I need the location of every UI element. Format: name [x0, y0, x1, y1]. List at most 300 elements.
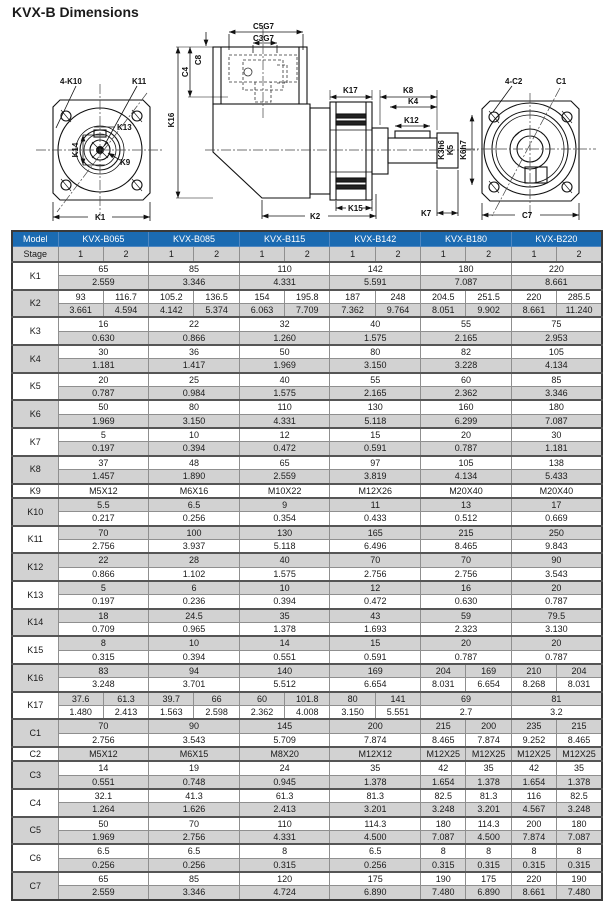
- table-row: [12, 553, 602, 567]
- dim-value-cell: 50: [58, 817, 149, 831]
- dim-value-cell: 35: [557, 761, 602, 775]
- dim-value-cell: 15: [330, 636, 421, 650]
- dim-value-cell: 154: [239, 290, 284, 304]
- dim-value-cell: 220: [511, 872, 556, 886]
- dim-value-cell: 80: [330, 345, 421, 359]
- dim-value-cell: 1.181: [58, 359, 149, 373]
- table-row: [12, 872, 602, 886]
- dim-value-cell: 235: [511, 719, 556, 733]
- dim-value-cell: 251.5: [466, 290, 511, 304]
- dimensions-table: [11, 230, 603, 901]
- dim-value-cell: 215: [557, 719, 602, 733]
- dim-value-cell: 204: [421, 664, 466, 678]
- dim-value-cell: 0.236: [149, 595, 240, 609]
- table-row: [12, 567, 602, 581]
- side-view-body: [213, 47, 458, 200]
- dim-value-cell: 0.394: [239, 595, 330, 609]
- table-row: [12, 609, 602, 623]
- dim-value-cell: 0.748: [149, 775, 240, 789]
- stage-header: 2: [466, 247, 511, 263]
- table-row: [12, 359, 602, 373]
- dim-value-cell: 0.433: [330, 512, 421, 526]
- dim-value-cell: 20: [58, 373, 149, 387]
- dim-value-cell: 120: [239, 872, 330, 886]
- dim-value-cell: 0.787: [421, 650, 512, 664]
- dim-value-cell: 83: [58, 664, 149, 678]
- dim-value-cell: 59: [421, 609, 512, 623]
- dim-value-cell: 43: [330, 609, 421, 623]
- dim-value-cell: 6: [149, 581, 240, 595]
- dim-value-cell: 70: [330, 553, 421, 567]
- dim-value-cell: 5.551: [375, 706, 420, 720]
- dim-value-cell: 10: [149, 428, 240, 442]
- dim-value-cell: 70: [149, 817, 240, 831]
- dim-value-cell: M12X25: [466, 747, 511, 761]
- dim-label-c8: C8: [194, 54, 203, 66]
- table-row: [12, 817, 602, 831]
- table-row: [12, 290, 602, 304]
- dim-value-cell: 20: [511, 636, 602, 650]
- dim-value-cell: 4.724: [239, 886, 330, 900]
- table-row: [12, 276, 602, 290]
- dim-value-cell: 5.591: [330, 276, 421, 290]
- dim-value-cell: 285.5: [557, 290, 602, 304]
- dim-value-cell: M5X12: [58, 747, 149, 761]
- dim-value-cell: 0.984: [149, 387, 240, 401]
- dim-value-cell: 61.3: [239, 789, 330, 803]
- dim-value-cell: 175: [330, 872, 421, 886]
- dim-value-cell: 40: [239, 553, 330, 567]
- dim-value-cell: 6.654: [330, 678, 421, 692]
- dim-value-cell: 4.567: [511, 803, 556, 817]
- dim-value-cell: 105.2: [149, 290, 194, 304]
- row-label: K7: [12, 428, 58, 456]
- dim-value-cell: 32: [239, 317, 330, 331]
- dim-value-cell: 2.165: [330, 387, 421, 401]
- dim-value-cell: 140: [239, 664, 330, 678]
- dim-value-cell: 5: [58, 581, 149, 595]
- dim-value-cell: 60: [239, 692, 284, 706]
- row-label: K9: [12, 484, 58, 498]
- dim-value-cell: 80: [149, 400, 240, 414]
- dim-value-cell: 5.374: [194, 304, 239, 318]
- dim-value-cell: 15: [330, 428, 421, 442]
- table-row: [12, 775, 602, 789]
- dim-value-cell: 35: [466, 761, 511, 775]
- dim-value-cell: 7.874: [330, 733, 421, 747]
- row-label: K1: [12, 262, 58, 290]
- dim-label-c7: C7: [522, 211, 533, 220]
- dim-value-cell: 114.3: [330, 817, 421, 831]
- dim-value-cell: M6X15: [149, 747, 240, 761]
- dim-value-cell: 16: [421, 581, 512, 595]
- dim-value-cell: 8: [466, 844, 511, 858]
- datasheet-page: [0, 4, 615, 898]
- dim-value-cell: 85: [511, 373, 602, 387]
- dim-value-cell: 0.787: [58, 387, 149, 401]
- dim-value-cell: 1.378: [466, 775, 511, 789]
- side-view-centerlines: [205, 28, 478, 150]
- dim-value-cell: 30: [511, 428, 602, 442]
- row-label: K12: [12, 553, 58, 581]
- dim-value-cell: 3.661: [58, 304, 103, 318]
- dim-value-cell: 0.472: [330, 595, 421, 609]
- dim-value-cell: 187: [330, 290, 375, 304]
- dim-value-cell: 8: [239, 844, 330, 858]
- dim-value-cell: 70: [58, 526, 149, 540]
- dim-value-cell: 1.969: [58, 831, 149, 845]
- dim-label-k17: K17: [343, 86, 358, 95]
- dim-value-cell: M20X40: [511, 484, 602, 498]
- dim-value-cell: 93: [58, 290, 103, 304]
- row-label: C2: [12, 747, 58, 761]
- dim-value-cell: 220: [511, 262, 602, 276]
- dim-value-cell: 9.252: [511, 733, 556, 747]
- table-row: [12, 498, 602, 512]
- dim-value-cell: 24.5: [149, 609, 240, 623]
- dim-value-cell: 6.063: [239, 304, 284, 318]
- dim-value-cell: 204.5: [421, 290, 466, 304]
- dim-value-cell: 2.7: [421, 706, 512, 720]
- dim-value-cell: 160: [421, 400, 512, 414]
- table-row: [12, 886, 602, 900]
- dim-label-k12: K12: [404, 116, 419, 125]
- table-row: [12, 304, 602, 318]
- dim-value-cell: 130: [330, 400, 421, 414]
- dim-value-cell: M12X12: [330, 747, 421, 761]
- dim-value-cell: 6.654: [466, 678, 511, 692]
- dim-value-cell: M10X22: [239, 484, 330, 498]
- dim-value-cell: 90: [511, 553, 602, 567]
- dim-value-cell: 1.575: [239, 387, 330, 401]
- dim-value-cell: 169: [330, 664, 421, 678]
- stage-header: 2: [375, 247, 420, 263]
- dim-value-cell: 116.7: [103, 290, 148, 304]
- dim-value-cell: 40: [330, 317, 421, 331]
- dim-value-cell: 2.756: [421, 567, 512, 581]
- dim-value-cell: 2.756: [58, 733, 149, 747]
- dim-value-cell: 116: [511, 789, 556, 803]
- dim-value-cell: 1.654: [511, 775, 556, 789]
- dim-value-cell: 0.551: [239, 650, 330, 664]
- dim-value-cell: 97: [330, 456, 421, 470]
- dim-value-cell: 142: [330, 262, 421, 276]
- table-row: [12, 678, 602, 692]
- dim-value-cell: 1.890: [149, 470, 240, 484]
- table-row: [12, 581, 602, 595]
- dim-value-cell: 20: [511, 581, 602, 595]
- stage-header: 2: [557, 247, 602, 263]
- dim-value-cell: 215: [421, 719, 466, 733]
- dim-value-cell: 1.457: [58, 470, 149, 484]
- dim-value-cell: 18: [58, 609, 149, 623]
- dim-value-cell: 9.764: [375, 304, 420, 318]
- dim-value-cell: 70: [421, 553, 512, 567]
- row-label: K11: [12, 526, 58, 554]
- table-row: [12, 539, 602, 553]
- dim-value-cell: 2.756: [149, 831, 240, 845]
- dim-label-k14: K14: [71, 142, 80, 158]
- dim-value-cell: 7.480: [557, 886, 602, 900]
- dim-value-cell: 81.3: [466, 789, 511, 803]
- dim-value-cell: 42: [421, 761, 466, 775]
- dim-value-cell: 0.256: [149, 512, 240, 526]
- dim-value-cell: 110: [239, 262, 330, 276]
- row-label: C4: [12, 789, 58, 817]
- dim-value-cell: 40: [239, 373, 330, 387]
- dim-value-cell: 5.512: [239, 678, 330, 692]
- dim-value-cell: 6.496: [330, 539, 421, 553]
- dim-value-cell: 10: [149, 636, 240, 650]
- dim-value-cell: 11: [330, 498, 421, 512]
- dim-value-cell: 2.362: [239, 706, 284, 720]
- row-label: C1: [12, 719, 58, 747]
- dim-value-cell: 175: [466, 872, 511, 886]
- dim-value-cell: 9: [239, 498, 330, 512]
- dim-value-cell: 1.181: [511, 442, 602, 456]
- model-header: KVX-B142: [330, 231, 421, 247]
- dim-label-c5g7: C5G7: [253, 22, 274, 31]
- dim-value-cell: 200: [330, 719, 421, 733]
- dim-label-k4: K4: [408, 97, 419, 106]
- dim-value-cell: 0.197: [58, 595, 149, 609]
- table-row: [12, 595, 602, 609]
- dim-value-cell: 90: [149, 719, 240, 733]
- dim-value-cell: 60: [421, 373, 512, 387]
- dim-label-c4: C4: [181, 66, 190, 78]
- table-row: [12, 622, 602, 636]
- dim-value-cell: 35: [330, 761, 421, 775]
- dim-value-cell: 0.472: [239, 442, 330, 456]
- table-row: [12, 706, 602, 720]
- dim-value-cell: 4.142: [149, 304, 194, 318]
- page-title: KVX-B Dimensions: [12, 4, 139, 20]
- dim-value-cell: 80: [330, 692, 375, 706]
- dim-value-cell: 3.150: [330, 359, 421, 373]
- dim-value-cell: 4.594: [103, 304, 148, 318]
- dim-value-cell: 48: [149, 456, 240, 470]
- dim-value-cell: 4.331: [239, 831, 330, 845]
- dim-value-cell: 6.890: [466, 886, 511, 900]
- stage-header: 2: [103, 247, 148, 263]
- dim-value-cell: 0.866: [58, 567, 149, 581]
- dim-value-cell: 3.248: [421, 803, 466, 817]
- dim-value-cell: 2.598: [194, 706, 239, 720]
- dim-value-cell: 7.480: [421, 886, 466, 900]
- dim-value-cell: 8.051: [421, 304, 466, 318]
- dim-value-cell: 105: [511, 345, 602, 359]
- dim-value-cell: 85: [149, 262, 240, 276]
- row-label: K10: [12, 498, 58, 526]
- dim-value-cell: 3.2: [511, 706, 602, 720]
- row-label: K17: [12, 692, 58, 720]
- dim-value-cell: 1.563: [149, 706, 194, 720]
- dim-value-cell: 20: [421, 428, 512, 442]
- dim-value-cell: 180: [557, 817, 602, 831]
- dim-value-cell: 8.661: [511, 276, 602, 290]
- dim-label-k7: K7: [421, 209, 432, 218]
- front-view-output: [482, 101, 579, 201]
- dim-value-cell: 6.5: [330, 844, 421, 858]
- table-row: [12, 262, 602, 276]
- dim-value-cell: 12: [239, 428, 330, 442]
- table-row: [12, 317, 602, 331]
- dim-value-cell: 9.843: [511, 539, 602, 553]
- row-label: K8: [12, 456, 58, 484]
- dim-value-cell: 1.693: [330, 622, 421, 636]
- table-row: [12, 844, 602, 858]
- dim-value-cell: 28: [149, 553, 240, 567]
- dim-value-cell: 2.413: [103, 706, 148, 720]
- dim-value-cell: 8.465: [421, 539, 512, 553]
- dim-value-cell: 3.346: [149, 886, 240, 900]
- dim-value-cell: 1.480: [58, 706, 103, 720]
- table-row: [12, 636, 602, 650]
- dim-value-cell: 1.626: [149, 803, 240, 817]
- dim-value-cell: 190: [421, 872, 466, 886]
- dim-value-cell: 0.354: [239, 512, 330, 526]
- dim-value-cell: 248: [375, 290, 420, 304]
- dim-value-cell: 0.256: [330, 858, 421, 872]
- model-header: KVX-B180: [421, 231, 512, 247]
- model-header: KVX-B085: [149, 231, 240, 247]
- dim-value-cell: 32.1: [58, 789, 149, 803]
- stage-header: 1: [511, 247, 556, 263]
- row-label: K2: [12, 290, 58, 318]
- dim-label-k15: K15: [348, 204, 363, 213]
- dim-value-cell: 8.268: [511, 678, 556, 692]
- dim-value-cell: 1.378: [330, 775, 421, 789]
- dim-value-cell: 3.701: [149, 678, 240, 692]
- dim-value-cell: 3.201: [466, 803, 511, 817]
- dim-value-cell: 6.890: [330, 886, 421, 900]
- dim-value-cell: 5: [58, 428, 149, 442]
- dim-value-cell: 1.378: [557, 775, 602, 789]
- dim-value-cell: 65: [58, 262, 149, 276]
- dim-value-cell: 7.709: [285, 304, 330, 318]
- dim-value-cell: 14: [58, 761, 149, 775]
- dim-value-cell: 82: [421, 345, 512, 359]
- dim-value-cell: 22: [58, 553, 149, 567]
- dim-value-cell: M12X26: [330, 484, 421, 498]
- dim-value-cell: 0.866: [149, 331, 240, 345]
- table-body: [12, 262, 602, 900]
- table-row: [12, 526, 602, 540]
- stage-header: 1: [58, 247, 103, 263]
- dim-label-k9: K9: [120, 158, 131, 167]
- dim-value-cell: 0.315: [239, 858, 330, 872]
- dim-value-cell: 169: [466, 664, 511, 678]
- dim-value-cell: 2.165: [421, 331, 512, 345]
- dim-value-cell: 110: [239, 817, 330, 831]
- table-row: [12, 400, 602, 414]
- dim-value-cell: 55: [421, 317, 512, 331]
- dim-value-cell: 4.500: [466, 831, 511, 845]
- row-label: K16: [12, 664, 58, 692]
- dim-value-cell: 0.551: [58, 775, 149, 789]
- dim-label-c3g7: C3G7: [253, 34, 274, 43]
- dim-value-cell: 4.500: [330, 831, 421, 845]
- dim-value-cell: 3.937: [149, 539, 240, 553]
- row-label: C3: [12, 761, 58, 789]
- dim-value-cell: 1.260: [239, 331, 330, 345]
- dim-value-cell: 19: [149, 761, 240, 775]
- dim-value-cell: 3.346: [149, 276, 240, 290]
- dim-value-cell: 105: [421, 456, 512, 470]
- dim-value-cell: 220: [511, 290, 556, 304]
- dim-value-cell: 110: [239, 400, 330, 414]
- dim-value-cell: 1.102: [149, 567, 240, 581]
- dim-value-cell: 79.5: [511, 609, 602, 623]
- table-row: [12, 761, 602, 775]
- dim-value-cell: 8: [421, 844, 466, 858]
- row-label: K14: [12, 609, 58, 637]
- dim-value-cell: 0.315: [466, 858, 511, 872]
- dim-value-cell: 70: [58, 719, 149, 733]
- dim-value-cell: 17: [511, 498, 602, 512]
- dim-value-cell: 1.575: [330, 331, 421, 345]
- dim-value-cell: 20: [421, 636, 512, 650]
- dim-value-cell: 7.087: [557, 831, 602, 845]
- table-row: [12, 747, 602, 761]
- dim-value-cell: 250: [511, 526, 602, 540]
- dim-value-cell: M8X20: [239, 747, 330, 761]
- dim-value-cell: 8: [58, 636, 149, 650]
- dim-value-cell: 3.248: [557, 803, 602, 817]
- dim-value-cell: 5.5: [58, 498, 149, 512]
- dim-value-cell: 3.228: [421, 359, 512, 373]
- table-row: [12, 789, 602, 803]
- dim-value-cell: 1.969: [58, 414, 149, 428]
- dim-value-cell: 0.512: [421, 512, 512, 526]
- dim-value-cell: 69: [421, 692, 512, 706]
- dim-value-cell: M12X25: [557, 747, 602, 761]
- dim-value-cell: 94: [149, 664, 240, 678]
- model-header: KVX-B065: [58, 231, 149, 247]
- dim-value-cell: 3.248: [58, 678, 149, 692]
- dimension-diagram: [0, 20, 615, 228]
- dim-value-cell: 5.709: [239, 733, 330, 747]
- dim-value-cell: 2.559: [58, 886, 149, 900]
- dim-value-cell: M5X12: [58, 484, 149, 498]
- dim-value-cell: 11.240: [557, 304, 602, 318]
- dim-value-cell: 200: [511, 817, 556, 831]
- dim-value-cell: 4.134: [421, 470, 512, 484]
- dim-value-cell: 7.874: [466, 733, 511, 747]
- dim-label-4k10: 4-K10: [60, 77, 82, 86]
- dim-value-cell: 35: [239, 609, 330, 623]
- dim-value-cell: 2.323: [421, 622, 512, 636]
- dim-value-cell: 10: [239, 581, 330, 595]
- dim-value-cell: 50: [58, 400, 149, 414]
- dim-value-cell: 0.315: [421, 858, 466, 872]
- dim-label-k11: K11: [132, 77, 147, 86]
- table-row: [12, 373, 602, 387]
- row-label: K4: [12, 345, 58, 373]
- dim-value-cell: 3.150: [330, 706, 375, 720]
- front-view-centerlines: [36, 84, 164, 216]
- dim-value-cell: 85: [149, 872, 240, 886]
- dim-value-cell: 165: [330, 526, 421, 540]
- table-row: [12, 345, 602, 359]
- dim-value-cell: 0.256: [58, 858, 149, 872]
- dim-value-cell: 37.6: [58, 692, 103, 706]
- dim-value-cell: 0.630: [421, 595, 512, 609]
- table-row: [12, 858, 602, 872]
- dim-label-k16: K16: [167, 112, 176, 128]
- dim-value-cell: 100: [149, 526, 240, 540]
- stage-header: 1: [149, 247, 194, 263]
